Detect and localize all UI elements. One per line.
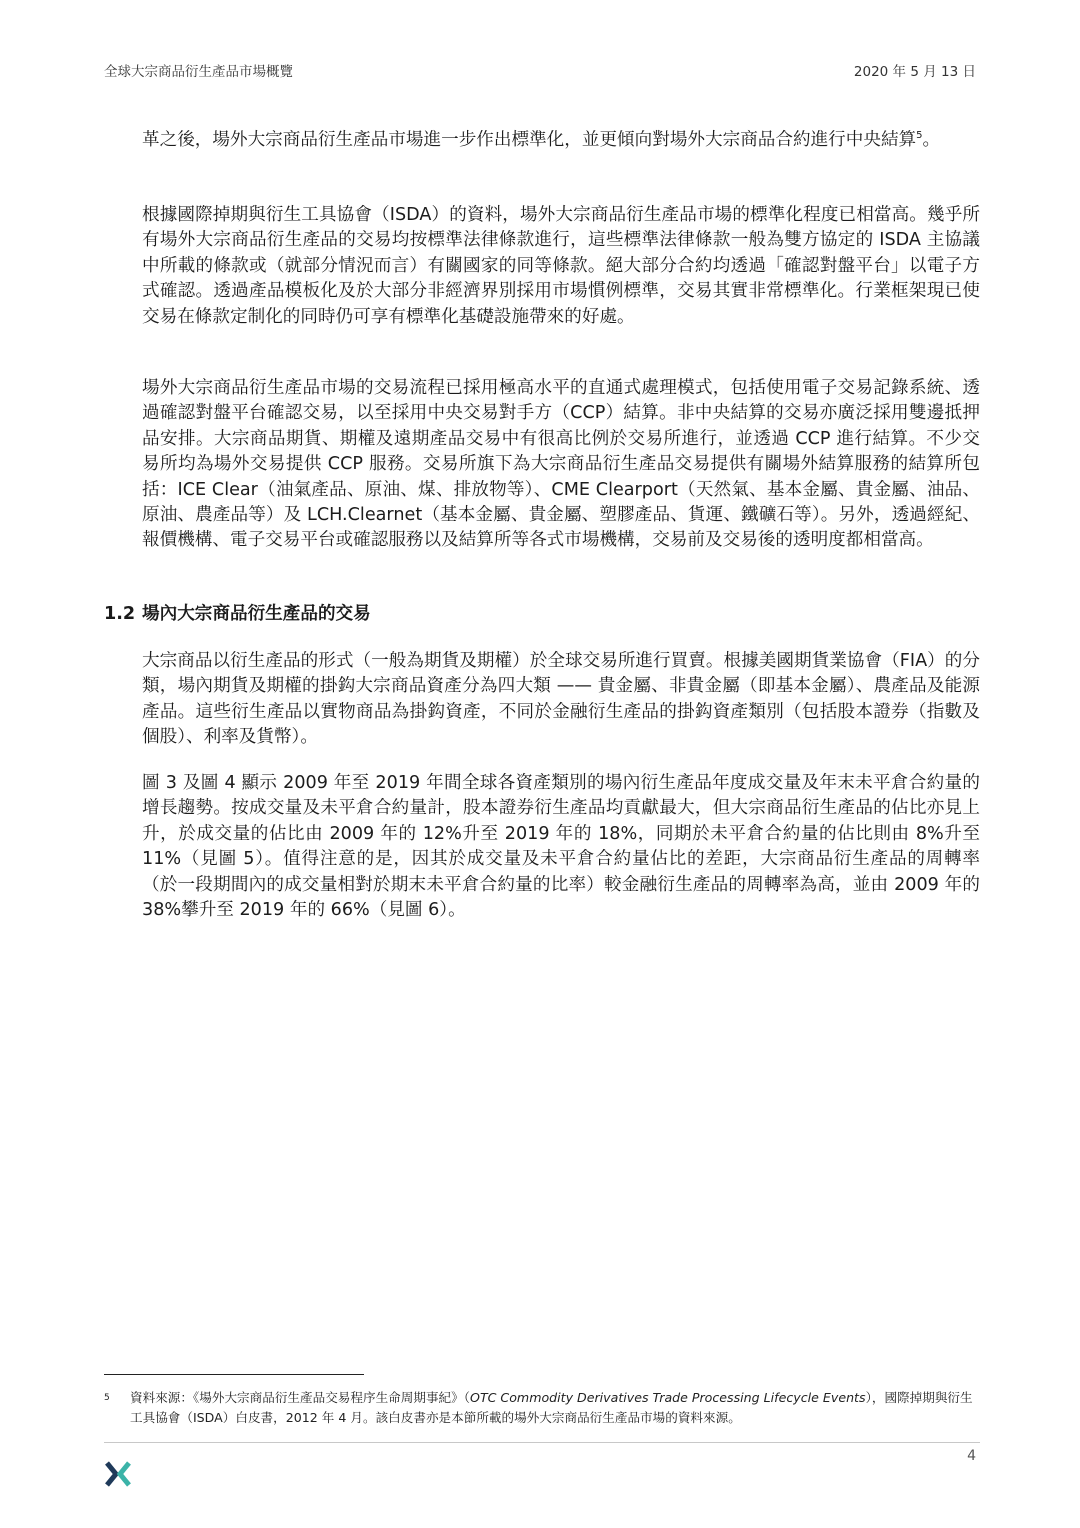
paragraph-1	[142, 128, 980, 153]
document-title: 全球大宗商品衍生產品市場概覽	[104, 64, 293, 80]
page-header	[104, 60, 976, 80]
footnote-text	[130, 1388, 980, 1428]
section-title: 場內大宗商品衍生產品的交易	[142, 604, 371, 624]
hkex-logo-icon	[104, 1460, 132, 1488]
footnote-divider	[104, 1374, 364, 1375]
paragraph-5: 圖 3 及圖 4 顯示 2009 年至 2019 年間全球各資產類別的場內衍生產品年度成交量及年末未平倉合約量的增長趨勢。按成交量及未平倉合約量計，股本證券衍生產品均貢獻最大，但大宗商品衍生產品的佔比亦見上升，於成交量的佔比由 2009 年的 12%升至 2019 年的 18%，同期於未平倉合約量的佔比則由 8%升至 11%（見圖 5）。值得注意的是，因其於成交量及未平倉合約量佔比的差距，大宗商品衍生產品的周轉率（於一段期間內的成交量相對於期末未平倉合約量的比率）較金融衍生產品的周轉率為高，並由 2009 年的 38%攀升至 2019 年的 66%（見圖 6）。	[142, 773, 980, 921]
paragraph-1-text: 革之後，場外大宗商品衍生產品市場進一步作出標準化，並更傾向對場外大宗商品合約進行中央結算	[142, 130, 917, 150]
paragraph-4: 大宗商品以衍生產品的形式（一般為期貨及期權）於全球交易所進行買賣。根據美國期貨業協會（FIA）的分類，場內期貨及期權的掛鈎大宗商品資產分為四大類 —— 貴金屬、非貴金屬（即基本金屬）、農產品及能源產品。這些衍生產品以實物商品為掛鈎資產，不同於金融衍生產品的掛鈎資產類別（包括股本證券（指數及個股）、利率及貨幣）。	[142, 651, 980, 748]
paragraph-3: 場外大宗商品衍生產品市場的交易流程已採用極高水平的直通式處理模式，包括使用電子交易記錄系統、透過確認對盤平台確認交易，以至採用中央交易對手方（CCP）結算。非中央結算的交易亦廣泛採用雙邊抵押品安排。大宗商品期貨、期權及遠期產品交易中有很高比例於交易所進行，並透過 CCP 進行結算。不少交易所均為場外交易提供 CCP 服務。交易所旗下為大宗商品衍生產品交易提供有關場外結算服務的結算所包括：ICE Clear（油氣產品、原油、煤、排放物等）、CME Clearport（天然氣、基本金屬、貴金屬、油品、原油、農產品等）及 LCH.Clearnet（基本金屬、貴金屬、塑膠產品、貨運、鐵礦石等）。另外，透過經紀、報價機構、電子交易平台或確認服務以及結算所等各式市場機構，交易前及交易後的透明度都相當高。	[142, 378, 980, 551]
footer-divider	[104, 1442, 980, 1443]
footnote-text-b: ），國際掉期與衍生工具協會（ISDA）白皮書，2012 年 4 月。該白皮書亦是本節所載的場外大宗商品衍生產品市場的資料來源。	[130, 1390, 973, 1425]
section-heading	[104, 602, 371, 627]
paragraph-1-end: 。	[922, 130, 941, 150]
footnote	[104, 1388, 980, 1428]
page-number: 4	[967, 1448, 976, 1464]
footnote-title-italic: OTC Commodity Derivatives Trade Processing Lifecycle Events	[470, 1390, 866, 1405]
footnote-number: 5	[104, 1393, 110, 1403]
footnote-ref[interactable]: 5	[916, 130, 923, 142]
paragraph-2: 根據國際掉期與衍生工具協會（ISDA）的資料，場外大宗商品衍生產品市場的標準化程度已相當高。幾乎所有場外大宗商品衍生產品的交易均按標準法律條款進行，這些標準法律條款一般為雙方協定的 ISDA 主協議中所載的條款或（就部分情況而言）有關國家的同等條款。絕大部分合約均透過「確認對盤平台」以電子方式確認。透過產品模板化及於大部分非經濟界別採用市場慣例標準，交易其實非常標準化。行業框架現已使交易在條款定制化的同時仍可享有標準化基礎設施帶來的好處。	[142, 205, 980, 327]
document-date: 2020 年 5 月 13 日	[853, 64, 976, 80]
section-number: 1.2	[104, 604, 136, 624]
footnote-text-a: 資料來源：《場外大宗商品衍生產品交易程序生命周期事紀》（	[130, 1390, 471, 1405]
